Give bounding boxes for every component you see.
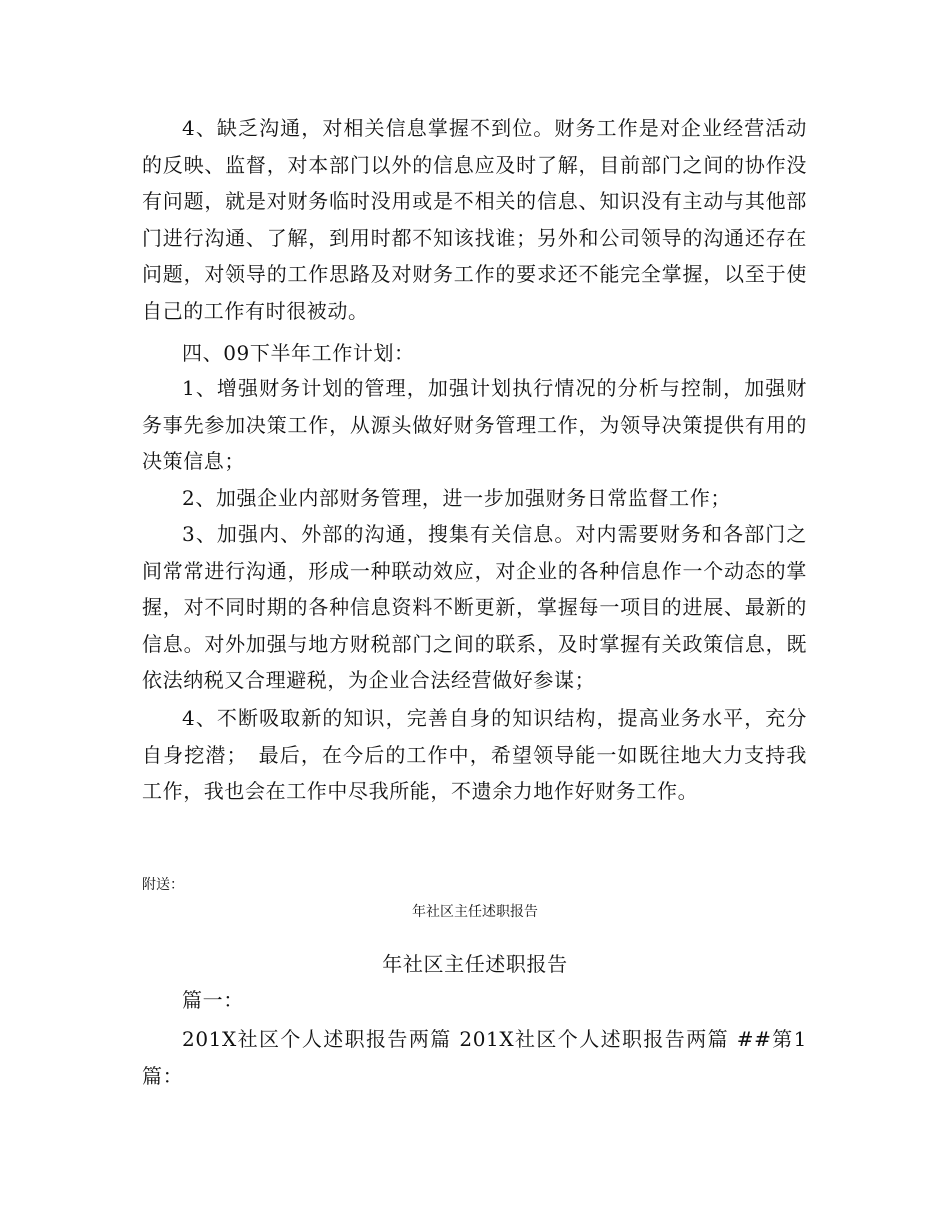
appendix-section-label: 篇一： (182, 988, 244, 1012)
paragraph-plan-4: 4、不断吸取新的知识，完善自身的知识结构，提高业务水平，充分自身挖潜； 最后，在今后的工作中，希望领导能一如既往地大力支持我工作，我也会在工作中尽我所能，不遗余力地作好财务工作。 (142, 706, 807, 803)
appendix-title: 年社区主任述职报告 (382, 952, 568, 976)
paragraph-communication-issue: 4、缺乏沟通，对相关信息掌握不到位。财务工作是对企业经营活动的反映、监督，对本部门以外的信息应及时了解，目前部门之间的协作没有问题，就是对财务临时没用或是不相关的信息、知识没有主动与其他部门进行沟通、了解，到用时都不知该找谁；另外和公司领导的沟通还存在问题，对领导的工作思路及对财务工作的要求还不能完全掌握，以至于使自己的工作有时很被动。 (142, 116, 807, 323)
paragraph-plan-1: 1、增强财务计划的管理，加强计划执行情况的分析与控制，加强财务事先参加决策工作，从源头做好财务管理工作，为领导决策提供有用的决策信息； (142, 376, 807, 473)
paragraph-plan-3: 3、加强内、外部的沟通，搜集有关信息。对内需要财务和各部门之间常常进行沟通，形成一种联动效应，对企业的各种信息作一个动态的掌握，对不同时期的各种信息资料不断更新，掌握每一项目的进展、最新的信息。对外加强与地方财税部门之间的联系，及时掌握有关政策信息，既依法纳税又合理避税，为企业合法经营做好参谋； (142, 522, 807, 692)
appendix-small-title: 年社区主任述职报告 (412, 904, 538, 920)
section-heading-work-plan: 四、09下半年工作计划： (182, 341, 415, 365)
appendix-label: 附送： (142, 877, 184, 893)
appendix-first-line: 201X社区个人述职报告两篇 201X社区个人述职报告两篇 ##第1篇： (142, 1027, 807, 1088)
paragraph-plan-2: 2、加强企业内部财务管理，进一步加强财务日常监督工作； (182, 486, 731, 510)
